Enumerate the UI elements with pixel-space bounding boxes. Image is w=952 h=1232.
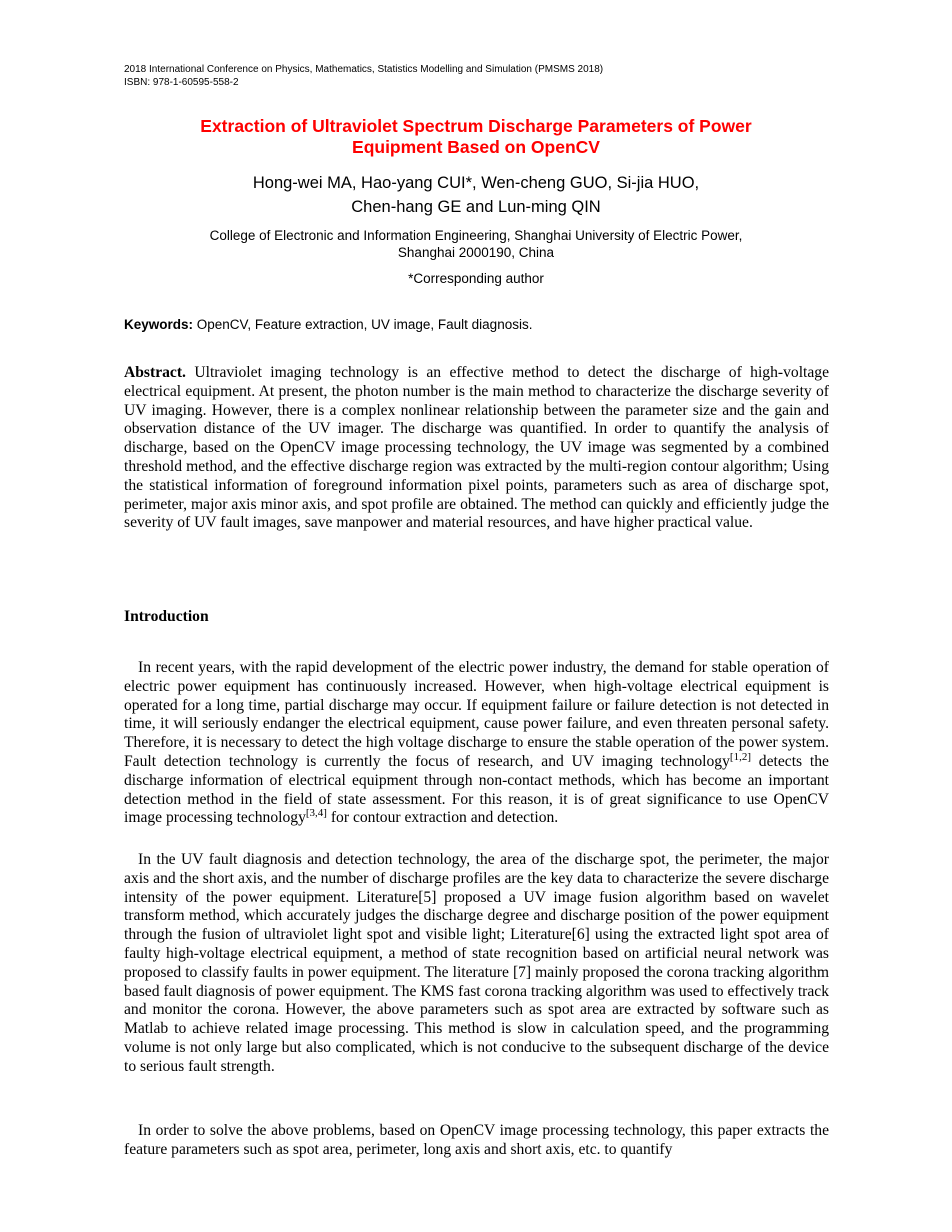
abstract-text: Ultraviolet imaging technology is an effective method to detect the discharge of high-voltage electrical equipment. At present, the photon number is the main method to characterize the discharge severity of UV imaging. However, there is a complex nonlinear relationship between the parameter size and the gain and observation distance of the UV imager. The discharge was quantified. In order to quantify the analysis of discharge, based on the OpenCV image processing technology, the UV image was segmented by a combined threshold method, and the effective discharge region was extracted by the multi-region contour algorithm; Using the statistical information of foreground information pixel points, parameters such as area of discharge spot, perimeter, major axis minor axis, and spot profile are obtained. The method can quickly and efficiently judge the severity of UV fault images, save manpower and material resources, and have higher practical value. <box>124 364 829 532</box>
affiliation-line-1: College of Electronic and Information Engineering, Shanghai University of Electric Power, <box>209 228 743 243</box>
title-line-2: Equipment Based on OpenCV <box>352 137 600 157</box>
intro-paragraph-1 <box>124 659 829 828</box>
abstract-label: Abstract. <box>124 364 186 381</box>
intro-p1-text-c: for contour extraction and detection. <box>326 809 559 827</box>
isbn: ISBN: 978-1-60595-558-2 <box>124 77 239 88</box>
author-list <box>0 171 952 219</box>
section-heading-introduction: Introduction <box>124 608 209 625</box>
conference-header <box>124 63 603 89</box>
conference-name: 2018 International Conference on Physics, Mathematics, Statistics Modelling and Simulation (PMSMS 2018) <box>124 64 604 75</box>
intro-p1-text-a: In recent years, with the rapid development of the electric power industry, the demand for stable operation of electric power equipment has continuously increased. However, when high-voltage electrical equipment is operated for a long time, partial discharge may occur. If equipment failure or failure detection is not detected in time, it will seriously endanger the electrical equipment, cause power failure, and even threaten personal safety. Therefore, it is necessary to detect the high voltage discharge to ensure the stable operation of the power system. Fault detection technology is currently the focus of research, and UV imaging technology <box>124 659 829 770</box>
title-line-1: Extraction of Ultraviolet Spectrum Discharge Parameters of Power <box>200 116 752 136</box>
corresponding-author-note: *Corresponding author <box>408 271 544 286</box>
intro-paragraph-3: In order to solve the above problems, based on OpenCV image processing technology, this paper extracts the feature parameters such as spot area, perimeter, long axis and short axis, etc. to quantify <box>124 1122 829 1158</box>
citation-1-2: [1,2] <box>729 750 751 763</box>
affiliation <box>0 227 952 261</box>
intro-p1-text-b: detects the discharge information of electrical equipment through non-contact methods, which has become an important detection method in the field of state assessment. For this reason, it is of great significance to use OpenCV image processing technology <box>124 752 829 827</box>
keywords-text: OpenCV, Feature extraction, UV image, Fault diagnosis. <box>193 317 533 332</box>
affiliation-line-2: Shanghai 2000190, China <box>397 245 555 260</box>
abstract <box>124 364 829 533</box>
citation-3-4: [3,4] <box>305 807 327 820</box>
authors-line-1: Hong-wei MA, Hao-yang CUI*, Wen-cheng GUO, Si-jia HUO, <box>252 174 700 192</box>
authors-line-2: Chen-hang GE and Lun-ming QIN <box>351 198 601 216</box>
paper-title <box>0 116 952 158</box>
keywords-label: Keywords: <box>124 317 194 332</box>
keywords <box>124 316 532 333</box>
intro-paragraph-2: In the UV fault diagnosis and detection technology, the area of the discharge spot, the perimeter, the major axis and the short axis, and the number of discharge profiles are the key data to characterize the severe discharge intensity of the power equipment. Literature[5] proposed a UV image fusion algorithm based on wavelet transform method, which accurately judges the discharge degree and discharge position of the power equipment through the fusion of ultraviolet light spot and visible light; Literature[6] using the extracted light spot area of faulty high-voltage electrical equipment, a method of state recognition based on artificial neural network was proposed to classify faults in power equipment. The literature [7] mainly proposed the corona tracking algorithm based fault diagnosis of power equipment. The KMS fast corona tracking algorithm was used to effectively track and monitor the corona. However, the above parameters such as spot area are extracted by software such as Matlab to achieve related image processing. This method is slow in calculation speed, and the programming volume is not only large but also complicated, which is not conducive to the subsequent discharge of the device to serious fault strength. <box>124 851 829 1075</box>
